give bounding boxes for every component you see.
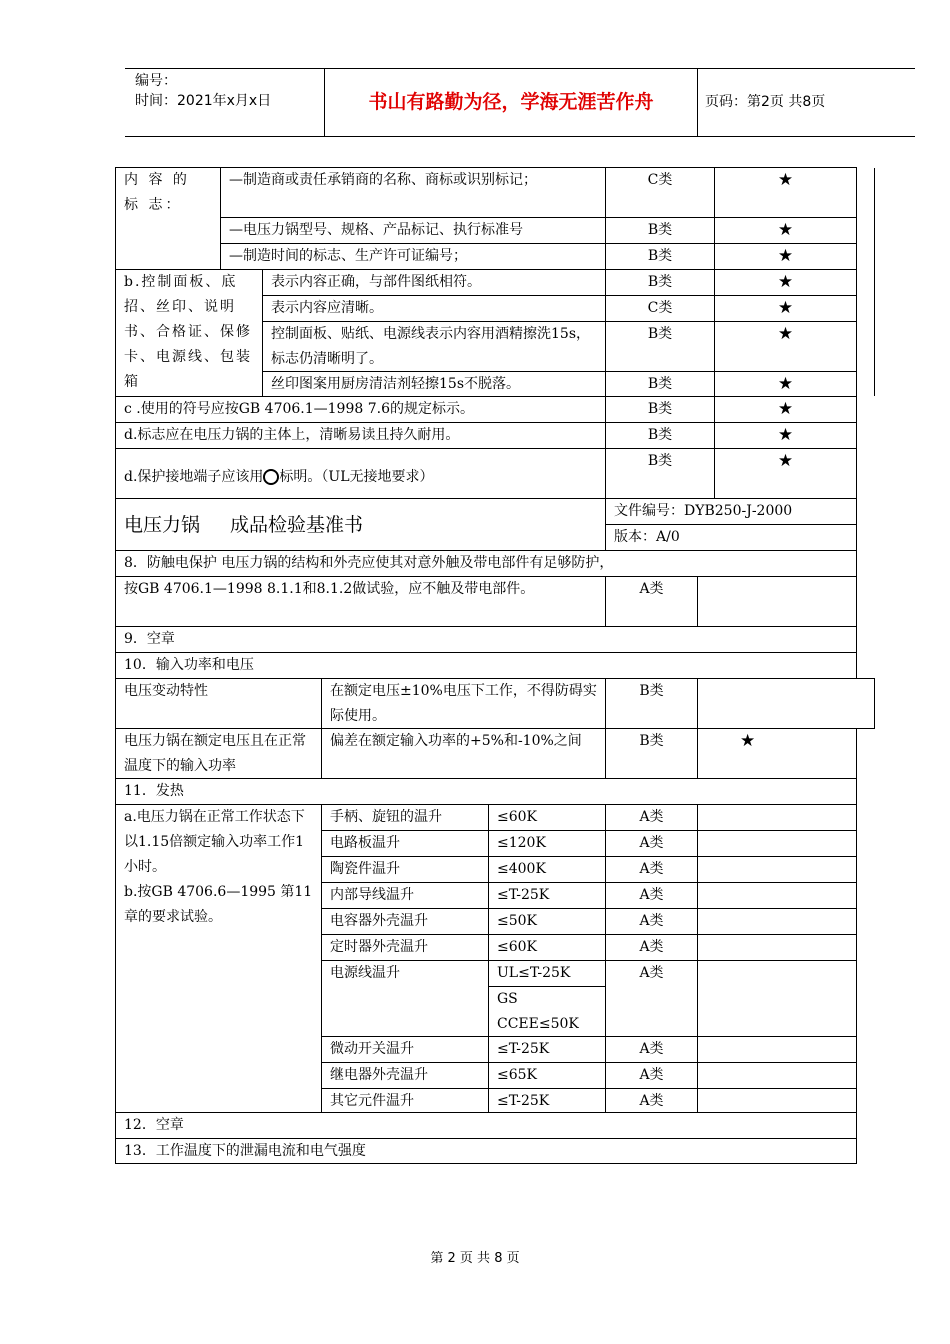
panel-row-4-class: B类 bbox=[605, 371, 715, 397]
marking-row-2-text: —电压力锅型号、规格、产品标记、执行标准号 bbox=[220, 217, 606, 244]
panel-row-2-class: C类 bbox=[605, 295, 715, 322]
s11-row-6-part: 定时器外壳温升 bbox=[321, 934, 489, 961]
s11-row-8-class: A类 bbox=[605, 1036, 698, 1063]
s11-row-8-part: 微动开关温升 bbox=[321, 1036, 489, 1063]
marking-d1-class: B类 bbox=[605, 422, 715, 449]
marking-row-1-star: ★ bbox=[714, 167, 857, 218]
marking-row-1-text: —制造商或责任承销商的名称、商标或识别标记； bbox=[220, 167, 606, 218]
s11-row-8-extra bbox=[697, 1036, 857, 1063]
s11-row-3-extra bbox=[697, 856, 857, 883]
page-header bbox=[125, 68, 915, 137]
s10-row-2-star: ★ bbox=[697, 728, 857, 779]
s10-row-2-class: B类 bbox=[605, 728, 698, 779]
panel-row-4-text: 丝印图案用厨房清洁剂轻擦15s不脱落。 bbox=[262, 371, 606, 397]
s10-row-1-star bbox=[697, 678, 875, 729]
marking-row-3-star: ★ bbox=[714, 243, 857, 270]
doc-version: 版本：A/0 bbox=[605, 524, 857, 551]
s11-row-1-limit: ≤60K bbox=[488, 804, 606, 831]
s11-row-10-part: 其它元件温升 bbox=[321, 1088, 489, 1113]
s11-row-1-class: A类 bbox=[605, 804, 698, 831]
s12-title: 12．空章 bbox=[115, 1112, 857, 1139]
marking-d2-text-a: d.保护接地端子应该用 bbox=[124, 469, 264, 485]
s11-row-4-part: 内部导线温升 bbox=[321, 882, 489, 909]
s13-title: 13．工作温度下的泄漏电流和电气强度 bbox=[115, 1138, 857, 1164]
marking-row-1-class: C类 bbox=[605, 167, 715, 218]
panel-row-2-star: ★ bbox=[714, 295, 857, 322]
page-footer: 第 2 页 共 8 页 bbox=[430, 1251, 520, 1266]
marking-row-3-text: —制造时间的标志、生产许可证编号； bbox=[220, 243, 606, 270]
s11-title: 11．发热 bbox=[115, 778, 857, 805]
s11-row-3-limit: ≤400K bbox=[488, 856, 606, 883]
s10-row-2-name: 电压力锅在额定电压且在正常温度下的输入功率 bbox=[115, 728, 322, 779]
s11-cord-limit-gs: GS bbox=[497, 991, 518, 1007]
s8-title: 8．防触电保护 电压力锅的结构和外壳应使其对意外触及带电部件有足够防护， bbox=[115, 550, 857, 577]
s11-row-5-extra bbox=[697, 908, 857, 935]
s11-row-7-class: A类 bbox=[605, 960, 698, 1037]
s11-row-5-limit: ≤50K bbox=[488, 908, 606, 935]
marking-row-2-star: ★ bbox=[714, 217, 857, 244]
panel-row-1-text: 表示内容正确，与部件图纸相符。 bbox=[262, 269, 606, 296]
s11-row-7-limit-b bbox=[488, 986, 606, 1037]
marking-row-3-class: B类 bbox=[605, 243, 715, 270]
s11-row-9-limit: ≤65K bbox=[488, 1062, 606, 1089]
marking-c-text: c .使用的符号应按GB 4706.1—1998 7.6的规定标示。 bbox=[115, 396, 606, 423]
doc-title-b: 成品检验基准书 bbox=[230, 514, 364, 536]
marking-d2-text bbox=[115, 448, 606, 499]
s8-class: A类 bbox=[605, 576, 698, 627]
marking-content-label: 内 容 的 标 志： bbox=[115, 167, 221, 270]
time-label: 时间：2021年x月x日 bbox=[135, 93, 272, 109]
s11-row-6-extra bbox=[697, 934, 857, 961]
s11-row-8-limit: ≤T-25K bbox=[488, 1036, 606, 1063]
marking-d2-class: B类 bbox=[605, 448, 715, 499]
s11-row-4-class: A类 bbox=[605, 882, 698, 909]
panel-row-1-class: B类 bbox=[605, 269, 715, 296]
panel-row-4-star: ★ bbox=[714, 371, 857, 397]
marking-d2-star: ★ bbox=[714, 448, 857, 499]
s11-row-6-class: A类 bbox=[605, 934, 698, 961]
marking-c-star: ★ bbox=[714, 396, 857, 423]
doc-file-no: 文件编号：DYB250-J-2000 bbox=[605, 498, 857, 525]
s11-cord-limit-ccee: CCEE≤50K bbox=[497, 1016, 579, 1032]
marking-row-2-class: B类 bbox=[605, 217, 715, 244]
s10-row-1-req: 在额定电压±10%电压下工作，不得防碍实际使用。 bbox=[321, 678, 606, 729]
s10-title: 10．输入功率和电压 bbox=[115, 652, 857, 679]
s10-row-1-class: B类 bbox=[605, 678, 698, 729]
s11-row-4-limit: ≤T-25K bbox=[488, 882, 606, 909]
s11-row-7-limit: UL≤T-25K bbox=[488, 960, 606, 987]
s11-row-1-part: 手柄、旋钮的温升 bbox=[321, 804, 489, 831]
doc-title bbox=[115, 498, 606, 551]
s11-row-10-extra bbox=[697, 1088, 857, 1113]
panel-row-3-star: ★ bbox=[714, 321, 857, 372]
s11-row-7-extra bbox=[697, 960, 857, 1037]
header-page-info: 页码：第2页 共8页 bbox=[705, 94, 826, 110]
margin-line bbox=[874, 168, 875, 396]
marking-d2-text-b: 标明。（UL无接地要求） bbox=[279, 469, 434, 485]
s11-row-4-extra bbox=[697, 882, 857, 909]
marking-d1-star: ★ bbox=[714, 422, 857, 449]
s8-text: 按GB 4706.1—1998 8.1.1和8.1.2做试验，应不触及带电部件。 bbox=[115, 576, 606, 627]
s11-row-9-extra bbox=[697, 1062, 857, 1089]
s11-row-6-limit: ≤60K bbox=[488, 934, 606, 961]
s11-row-2-limit: ≤120K bbox=[488, 830, 606, 857]
s11-row-2-class: A类 bbox=[605, 830, 698, 857]
s11-row-3-part: 陶瓷件温升 bbox=[321, 856, 489, 883]
s9-title: 9．空章 bbox=[115, 626, 857, 653]
s11-row-3-class: A类 bbox=[605, 856, 698, 883]
s11-row-9-class: A类 bbox=[605, 1062, 698, 1089]
s11-conditions bbox=[115, 804, 322, 1113]
header-meta bbox=[125, 69, 325, 136]
s8-empty bbox=[697, 576, 857, 627]
s11-row-10-limit: ≤T-25K bbox=[488, 1088, 606, 1113]
marking-d1-text: d.标志应在电压力锅的主体上，清晰易读且持久耐用。 bbox=[115, 422, 606, 449]
earth-circle-icon bbox=[263, 469, 279, 485]
s11-cond-b: b.按GB 4706.6—1995 第11章的要求试验。 bbox=[124, 884, 313, 925]
number-label: 编号： bbox=[135, 73, 177, 89]
marking-c-class: B类 bbox=[605, 396, 715, 423]
s11-row-10-class: A类 bbox=[605, 1088, 698, 1113]
s10-row-1-name: 电压变动特性 bbox=[115, 678, 322, 729]
s11-row-2-extra bbox=[697, 830, 857, 857]
header-motto: 书山有路勤为径，学海无涯苦作舟 bbox=[325, 69, 698, 136]
s11-row-1-extra bbox=[697, 804, 857, 831]
s11-row-5-class: A类 bbox=[605, 908, 698, 935]
s11-row-2-part: 电路板温升 bbox=[321, 830, 489, 857]
s11-row-5-part: 电容器外壳温升 bbox=[321, 908, 489, 935]
s11-row-7-part: 电源线温升 bbox=[321, 960, 489, 1037]
panel-row-3-class: B类 bbox=[605, 321, 715, 372]
s11-row-9-part: 继电器外壳温升 bbox=[321, 1062, 489, 1089]
s10-row-2-req: 偏差在额定输入功率的+5%和-10%之间 bbox=[321, 728, 606, 779]
panel-row-3-text: 控制面板、贴纸、电源线表示内容用酒精擦洗15s，标志仍清晰明了。 bbox=[262, 321, 606, 372]
s11-cond-a: a.电压力锅在正常工作状态下以1.15倍额定输入功率工作1小时。 bbox=[124, 809, 305, 875]
doc-title-a: 电压力锅 bbox=[124, 514, 201, 536]
panel-row-1-star: ★ bbox=[714, 269, 857, 296]
panel-row-2-text: 表示内容应清晰。 bbox=[262, 295, 606, 322]
panel-label: b.控制面板、底招、丝印、说明书、合格证、保修卡、电源线、包装箱 bbox=[115, 269, 263, 397]
